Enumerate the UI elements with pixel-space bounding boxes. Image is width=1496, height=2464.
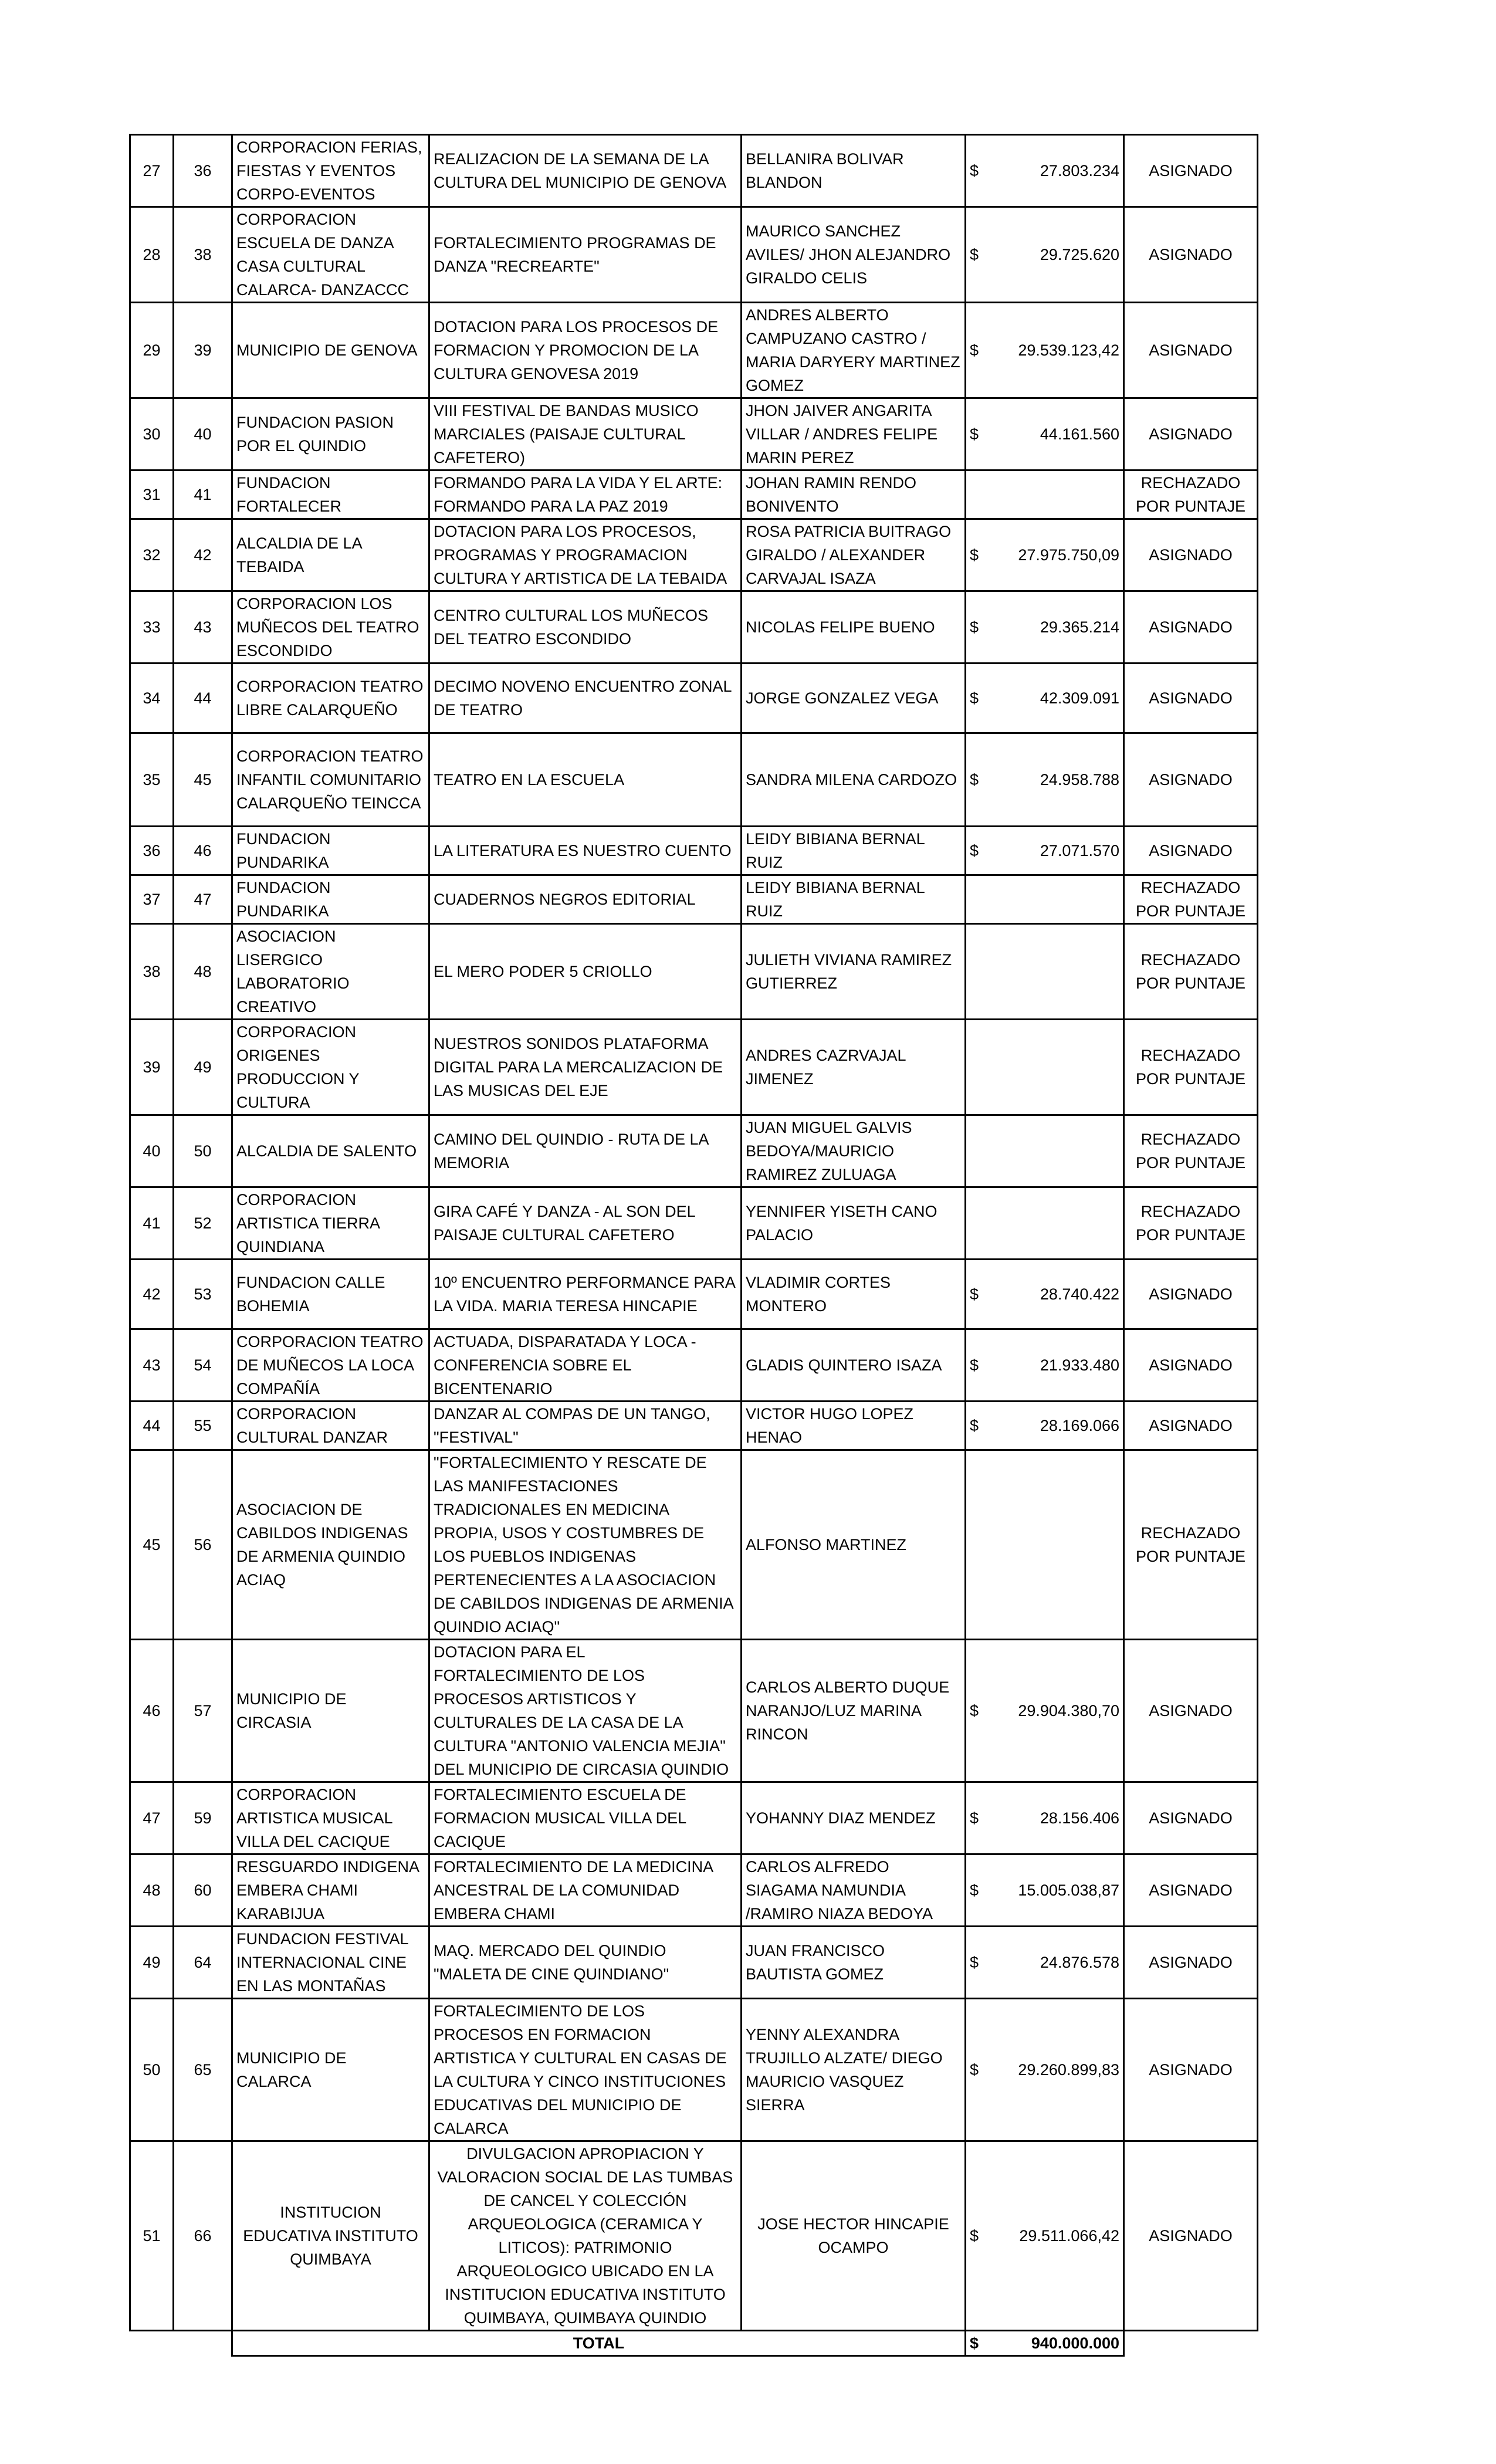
entity-name: ALCALDIA DE LA TEBAIDA (232, 519, 429, 591)
project-code: 57 (174, 1640, 232, 1782)
table-row (130, 827, 1258, 875)
row-number: 27 (130, 135, 174, 207)
amount-value: 29.260.899,83 (1018, 2061, 1119, 2079)
assigned-amount (966, 1640, 1124, 1782)
row-number: 31 (130, 471, 174, 519)
entity-name: FUNDACION FORTALECER (232, 471, 429, 519)
assigned-amount (966, 1260, 1124, 1329)
responsible-person: CARLOS ALBERTO DUQUE NARANJO/LUZ MARINA RINCON (742, 1640, 966, 1782)
project-code: 64 (174, 1927, 232, 1999)
amount-value: 28.740.422 (1040, 1285, 1119, 1303)
status-cell: RECHAZADO POR PUNTAJE (1124, 1187, 1258, 1260)
total-amount (966, 2331, 1124, 2356)
responsible-person: JOHAN RAMIN RENDO BONIVENTO (742, 471, 966, 519)
responsible-person: JOSE HECTOR HINCAPIE OCAMPO (742, 2141, 966, 2331)
project-name: GIRA CAFÉ Y DANZA - AL SON DEL PAISAJE CULTURAL CAFETERO (429, 1187, 742, 1260)
responsible-person: ALFONSO MARTINEZ (742, 1450, 966, 1640)
amount-value: 27.071.570 (1040, 842, 1119, 859)
project-name: CUADERNOS NEGROS EDITORIAL (429, 875, 742, 924)
amount-value: 27.803.234 (1040, 162, 1119, 180)
responsible-person: BELLANIRA BOLIVAR BLANDON (742, 135, 966, 207)
project-code: 65 (174, 1999, 232, 2141)
project-code: 54 (174, 1329, 232, 1402)
empty-cell (174, 2331, 232, 2356)
row-number: 33 (130, 591, 174, 664)
status-cell: ASIGNADO (1124, 1640, 1258, 1782)
currency-symbol: $ (970, 2061, 979, 2079)
table-row (130, 1402, 1258, 1450)
project-name: ACTUADA, DISPARATADA Y LOCA - CONFERENCIA SOBRE EL BICENTENARIO (429, 1329, 742, 1402)
amount-value: 24.876.578 (1040, 1954, 1119, 1971)
amount-value: 29.725.620 (1040, 246, 1119, 263)
currency-symbol: $ (970, 1285, 979, 1303)
table-row (130, 1927, 1258, 1999)
project-code: 55 (174, 1402, 232, 1450)
empty-cell (130, 2331, 174, 2356)
responsible-person: JUAN FRANCISCO BAUTISTA GOMEZ (742, 1927, 966, 1999)
amount-value: 28.169.066 (1040, 1417, 1119, 1434)
entity-name: RESGUARDO INDIGENA EMBERA CHAMI KARABIJUA (232, 1854, 429, 1927)
responsible-person: ANDRES CAZRVAJAL JIMENEZ (742, 1020, 966, 1115)
entity-name: ASOCIACION DE CABILDOS INDIGENAS DE ARMENIA QUINDIO ACIAQ (232, 1450, 429, 1640)
table-row (130, 591, 1258, 664)
status-cell: ASIGNADO (1124, 1402, 1258, 1450)
entity-name: FUNDACION CALLE BOHEMIA (232, 1260, 429, 1329)
status-cell: RECHAZADO POR PUNTAJE (1124, 1115, 1258, 1187)
entity-name: MUNICIPIO DE GENOVA (232, 303, 429, 398)
status-cell: ASIGNADO (1124, 591, 1258, 664)
row-number: 41 (130, 1187, 174, 1260)
project-code: 47 (174, 875, 232, 924)
responsible-person: JORGE GONZALEZ VEGA (742, 664, 966, 733)
assigned-amount (966, 924, 1124, 1020)
assigned-amount (966, 1402, 1124, 1450)
assigned-amount (966, 1999, 1124, 2141)
assignment-table (129, 134, 1258, 2357)
entity-name: CORPORACION TEATRO LIBRE CALARQUEÑO (232, 664, 429, 733)
table-row (130, 924, 1258, 1020)
project-code: 44 (174, 664, 232, 733)
row-number: 46 (130, 1640, 174, 1782)
table-row (130, 1854, 1258, 1927)
assigned-amount (966, 1450, 1124, 1640)
responsible-person: ROSA PATRICIA BUITRAGO GIRALDO / ALEXANDER CARVAJAL ISAZA (742, 519, 966, 591)
row-number: 38 (130, 924, 174, 1020)
entity-name: FUNDACION FESTIVAL INTERNACIONAL CINE EN LAS MONTAÑAS (232, 1927, 429, 1999)
responsible-person: CARLOS ALFREDO SIAGAMA NAMUNDIA /RAMIRO NIAZA BEDOYA (742, 1854, 966, 1927)
responsible-person: LEIDY BIBIANA BERNAL RUIZ (742, 875, 966, 924)
currency-symbol: $ (970, 1881, 979, 1899)
table-row (130, 207, 1258, 303)
assigned-amount (966, 733, 1124, 827)
project-name: TEATRO EN LA ESCUELA (429, 733, 742, 827)
row-number: 40 (130, 1115, 174, 1187)
entity-name: MUNICIPIO DE CIRCASIA (232, 1640, 429, 1782)
entity-name: CORPORACION TEATRO INFANTIL COMUNITARIO CALARQUEÑO TEINCCA (232, 733, 429, 827)
table-row (130, 1329, 1258, 1402)
project-name: FORTALECIMIENTO DE LOS PROCESOS EN FORMACION ARTISTICA Y CULTURAL EN CASAS DE LA CULTURA Y CINCO INSTITUCIONES EDUCATIVAS DEL MUNICIPIO DE CALARCA (429, 1999, 742, 2141)
currency-symbol: $ (970, 341, 979, 359)
status-cell: ASIGNADO (1124, 1329, 1258, 1402)
status-cell: RECHAZADO POR PUNTAJE (1124, 1020, 1258, 1115)
row-number: 34 (130, 664, 174, 733)
project-code: 40 (174, 398, 232, 471)
total-row (130, 2331, 1258, 2356)
currency-symbol: $ (970, 689, 979, 707)
amount-value: 29.365.214 (1040, 618, 1119, 636)
project-name: 10º ENCUENTRO PERFORMANCE PARA LA VIDA. MARIA TERESA HINCAPIE (429, 1260, 742, 1329)
table-row (130, 1999, 1258, 2141)
project-name: REALIZACION DE LA SEMANA DE LA CULTURA DEL MUNICIPIO DE GENOVA (429, 135, 742, 207)
project-name: FORTALECIMIENTO ESCUELA DE FORMACION MUSICAL VILLA DEL CACIQUE (429, 1782, 742, 1854)
row-number: 32 (130, 519, 174, 591)
project-code: 41 (174, 471, 232, 519)
project-name: FORMANDO PARA LA VIDA Y EL ARTE: FORMANDO PARA LA PAZ 2019 (429, 471, 742, 519)
status-cell: ASIGNADO (1124, 733, 1258, 827)
row-number: 47 (130, 1782, 174, 1854)
table-row (130, 135, 1258, 207)
responsible-person: MAURICO SANCHEZ AVILES/ JHON ALEJANDRO GIRALDO CELIS (742, 207, 966, 303)
table-row (130, 2141, 1258, 2331)
assigned-amount (966, 1187, 1124, 1260)
table-row (130, 875, 1258, 924)
amount-value: 29.904.380,70 (1018, 1702, 1119, 1720)
row-number: 28 (130, 207, 174, 303)
empty-cell (1124, 2331, 1258, 2356)
row-number: 51 (130, 2141, 174, 2331)
currency-symbol: $ (970, 546, 979, 564)
row-number: 45 (130, 1450, 174, 1640)
currency-symbol: $ (970, 425, 979, 443)
currency-symbol: $ (970, 1417, 979, 1434)
table-row (130, 1115, 1258, 1187)
status-cell: ASIGNADO (1124, 1854, 1258, 1927)
status-cell: ASIGNADO (1124, 664, 1258, 733)
responsible-person: LEIDY BIBIANA BERNAL RUIZ (742, 827, 966, 875)
table-row (130, 664, 1258, 733)
project-name: VIII FESTIVAL DE BANDAS MUSICO MARCIALES (PAISAJE CULTURAL CAFETERO) (429, 398, 742, 471)
row-number: 49 (130, 1927, 174, 1999)
status-cell: ASIGNADO (1124, 135, 1258, 207)
row-number: 42 (130, 1260, 174, 1329)
row-number: 50 (130, 1999, 174, 2141)
status-cell: ASIGNADO (1124, 1999, 1258, 2141)
entity-name: CORPORACION TEATRO DE MUÑECOS LA LOCA COMPAÑÍA (232, 1329, 429, 1402)
table-row (130, 1260, 1258, 1329)
row-number: 37 (130, 875, 174, 924)
assigned-amount (966, 1854, 1124, 1927)
status-cell: RECHAZADO POR PUNTAJE (1124, 875, 1258, 924)
table-row (130, 1640, 1258, 1782)
assigned-amount (966, 827, 1124, 875)
table-row (130, 1020, 1258, 1115)
entity-name: CORPORACION ARTISTICA TIERRA QUINDIANA (232, 1187, 429, 1260)
responsible-person: YOHANNY DIAZ MENDEZ (742, 1782, 966, 1854)
status-cell: ASIGNADO (1124, 827, 1258, 875)
project-code: 36 (174, 135, 232, 207)
responsible-person: NICOLAS FELIPE BUENO (742, 591, 966, 664)
project-code: 48 (174, 924, 232, 1020)
entity-name: CORPORACION ORIGENES PRODUCCION Y CULTURA (232, 1020, 429, 1115)
amount-value: 28.156.406 (1040, 1809, 1119, 1827)
table-row (130, 1187, 1258, 1260)
assigned-amount (966, 1782, 1124, 1854)
table-row (130, 471, 1258, 519)
entity-name: INSTITUCION EDUCATIVA INSTITUTO QUIMBAYA (232, 2141, 429, 2331)
assigned-amount (966, 519, 1124, 591)
assigned-amount (966, 1927, 1124, 1999)
entity-name: FUNDACION PASION POR EL QUINDIO (232, 398, 429, 471)
responsible-person: YENNY ALEXANDRA TRUJILLO ALZATE/ DIEGO MAURICIO VASQUEZ SIERRA (742, 1999, 966, 2141)
responsible-person: SANDRA MILENA CARDOZO (742, 733, 966, 827)
status-cell: ASIGNADO (1124, 1260, 1258, 1329)
responsible-person: ANDRES ALBERTO CAMPUZANO CASTRO / MARIA DARYERY MARTINEZ GOMEZ (742, 303, 966, 398)
assigned-amount (966, 2141, 1124, 2331)
assigned-amount (966, 303, 1124, 398)
table-row (130, 1782, 1258, 1854)
project-code: 45 (174, 733, 232, 827)
amount-value: 44.161.560 (1040, 425, 1119, 443)
project-name: "FORTALECIMIENTO Y RESCATE DE LAS MANIFESTACIONES TRADICIONALES EN MEDICINA PROPIA, USOS Y COSTUMBRES DE LOS PUEBLOS INDIGENAS PERTENECIENTES A LA ASOCIACION DE CABILDOS INDIGENAS DE ARMENIA QUINDIO ACIAQ" (429, 1450, 742, 1640)
row-number: 39 (130, 1020, 174, 1115)
currency-symbol: $ (970, 1702, 979, 1720)
project-code: 56 (174, 1450, 232, 1640)
assigned-amount (966, 875, 1124, 924)
project-code: 38 (174, 207, 232, 303)
project-code: 50 (174, 1115, 232, 1187)
currency-symbol: $ (970, 618, 979, 636)
project-code: 49 (174, 1020, 232, 1115)
amount-value: 21.933.480 (1040, 1356, 1119, 1374)
amount-value: 29.539.123,42 (1018, 341, 1119, 359)
entity-name: CORPORACION CULTURAL DANZAR (232, 1402, 429, 1450)
status-cell: ASIGNADO (1124, 207, 1258, 303)
status-cell: ASIGNADO (1124, 398, 1258, 471)
entity-name: CORPORACION ARTISTICA MUSICAL VILLA DEL CACIQUE (232, 1782, 429, 1854)
project-code: 42 (174, 519, 232, 591)
project-code: 59 (174, 1782, 232, 1854)
table-row (130, 398, 1258, 471)
entity-name: CORPORACION ESCUELA DE DANZA CASA CULTURAL CALARCA- DANZACCC (232, 207, 429, 303)
project-code: 53 (174, 1260, 232, 1329)
amount-value: 42.309.091 (1040, 689, 1119, 707)
table-row (130, 519, 1258, 591)
assigned-amount (966, 1020, 1124, 1115)
currency-symbol: $ (970, 1356, 979, 1374)
project-code: 60 (174, 1854, 232, 1927)
assigned-amount (966, 664, 1124, 733)
currency-symbol: $ (970, 246, 979, 263)
amount-value: 27.975.750,09 (1018, 546, 1119, 564)
assigned-amount (966, 207, 1124, 303)
responsible-person: GLADIS QUINTERO ISAZA (742, 1329, 966, 1402)
assigned-amount (966, 1115, 1124, 1187)
table-row (130, 1450, 1258, 1640)
row-number: 29 (130, 303, 174, 398)
project-name: LA LITERATURA ES NUESTRO CUENTO (429, 827, 742, 875)
entity-name: ASOCIACION LISERGICO LABORATORIO CREATIVO (232, 924, 429, 1020)
responsible-person: YENNIFER YISETH CANO PALACIO (742, 1187, 966, 1260)
row-number: 35 (130, 733, 174, 827)
amount-value: 940.000.000 (1031, 2334, 1119, 2352)
currency-symbol: $ (970, 2334, 979, 2352)
row-number: 43 (130, 1329, 174, 1402)
assigned-amount (966, 471, 1124, 519)
status-cell: RECHAZADO POR PUNTAJE (1124, 1450, 1258, 1640)
status-cell: ASIGNADO (1124, 1782, 1258, 1854)
assigned-amount (966, 1329, 1124, 1402)
assigned-amount (966, 398, 1124, 471)
project-name: CENTRO CULTURAL LOS MUÑECOS DEL TEATRO ESCONDIDO (429, 591, 742, 664)
project-code: 46 (174, 827, 232, 875)
table-row (130, 733, 1258, 827)
project-code: 66 (174, 2141, 232, 2331)
entity-name: MUNICIPIO DE CALARCA (232, 1999, 429, 2141)
project-name: DECIMO NOVENO ENCUENTRO ZONAL DE TEATRO (429, 664, 742, 733)
project-name: EL MERO PODER 5 CRIOLLO (429, 924, 742, 1020)
project-name: DIVULGACION APROPIACION Y VALORACION SOCIAL DE LAS TUMBAS DE CANCEL Y COLECCIÓN ARQUEOLOGICA (CERAMICA Y LITICOS): PATRIMONIO ARQUEOLOGICO UBICADO EN LA INSTITUCION EDUCATIVA INSTITUTO QUIMBAYA, QUIMBAYA QUINDIO (429, 2141, 742, 2331)
row-number: 30 (130, 398, 174, 471)
project-code: 52 (174, 1187, 232, 1260)
amount-value: 29.511.066,42 (1019, 2227, 1119, 2245)
assigned-amount (966, 591, 1124, 664)
row-number: 36 (130, 827, 174, 875)
entity-name: CORPORACION LOS MUÑECOS DEL TEATRO ESCONDIDO (232, 591, 429, 664)
assigned-amount (966, 135, 1124, 207)
currency-symbol: $ (970, 771, 979, 788)
responsible-person: VLADIMIR CORTES MONTERO (742, 1260, 966, 1329)
project-name: DANZAR AL COMPAS DE UN TANGO, "FESTIVAL" (429, 1402, 742, 1450)
amount-value: 15.005.038,87 (1018, 1881, 1119, 1899)
row-number: 44 (130, 1402, 174, 1450)
currency-symbol: $ (970, 1954, 979, 1971)
project-name: DOTACION PARA EL FORTALECIMIENTO DE LOS PROCESOS ARTISTICOS Y CULTURALES DE LA CASA DE LA CULTURA "ANTONIO VALENCIA MEJIA" DEL MUNICIPIO DE CIRCASIA QUINDIO (429, 1640, 742, 1782)
project-name: FORTALECIMIENTO DE LA MEDICINA ANCESTRAL DE LA COMUNIDAD EMBERA CHAMI (429, 1854, 742, 1927)
currency-symbol: $ (970, 1809, 979, 1827)
project-name: DOTACION PARA LOS PROCESOS DE FORMACION Y PROMOCION DE LA CULTURA GENOVESA 2019 (429, 303, 742, 398)
entity-name: FUNDACION PUNDARIKA (232, 875, 429, 924)
amount-value: 24.958.788 (1040, 771, 1119, 788)
project-code: 43 (174, 591, 232, 664)
status-cell: RECHAZADO POR PUNTAJE (1124, 924, 1258, 1020)
table-body (130, 135, 1258, 2356)
status-cell: ASIGNADO (1124, 2141, 1258, 2331)
entity-name: CORPORACION FERIAS, FIESTAS Y EVENTOS CORPO-EVENTOS (232, 135, 429, 207)
entity-name: FUNDACION PUNDARIKA (232, 827, 429, 875)
currency-symbol: $ (970, 2227, 979, 2245)
row-number: 48 (130, 1854, 174, 1927)
status-cell: ASIGNADO (1124, 519, 1258, 591)
currency-symbol: $ (970, 162, 979, 180)
table-row (130, 303, 1258, 398)
project-name: DOTACION PARA LOS PROCESOS, PROGRAMAS Y PROGRAMACION CULTURA Y ARTISTICA DE LA TEBAIDA (429, 519, 742, 591)
project-name: CAMINO DEL QUINDIO - RUTA DE LA MEMORIA (429, 1115, 742, 1187)
project-name: FORTALECIMIENTO PROGRAMAS DE DANZA "RECREARTE" (429, 207, 742, 303)
total-label: TOTAL (232, 2331, 966, 2356)
entity-name: ALCALDIA DE SALENTO (232, 1115, 429, 1187)
responsible-person: JHON JAIVER ANGARITA VILLAR / ANDRES FELIPE MARIN PEREZ (742, 398, 966, 471)
status-cell: ASIGNADO (1124, 1927, 1258, 1999)
responsible-person: JUAN MIGUEL GALVIS BEDOYA/MAURICIO RAMIREZ ZULUAGA (742, 1115, 966, 1187)
responsible-person: JULIETH VIVIANA RAMIREZ GUTIERREZ (742, 924, 966, 1020)
responsible-person: VICTOR HUGO LOPEZ HENAO (742, 1402, 966, 1450)
status-cell: RECHAZADO POR PUNTAJE (1124, 471, 1258, 519)
project-name: MAQ. MERCADO DEL QUINDIO "MALETA DE CINE QUINDIANO" (429, 1927, 742, 1999)
status-cell: ASIGNADO (1124, 303, 1258, 398)
currency-symbol: $ (970, 842, 979, 859)
project-code: 39 (174, 303, 232, 398)
project-name: NUESTROS SONIDOS PLATAFORMA DIGITAL PARA LA MERCALIZACION DE LAS MUSICAS DEL EJE (429, 1020, 742, 1115)
